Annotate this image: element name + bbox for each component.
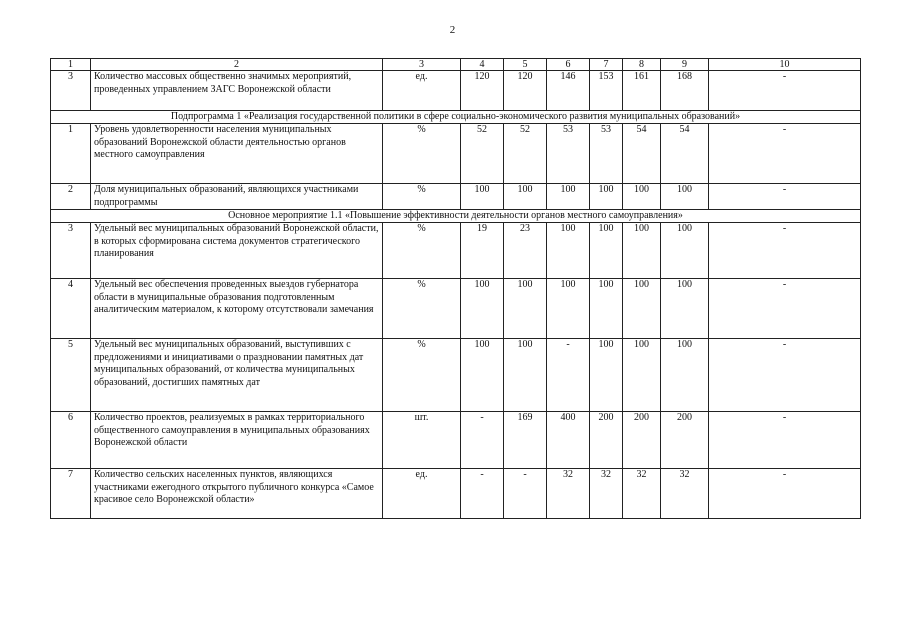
header-cell: 6 [547,59,590,71]
table-row [51,469,861,519]
header-cell: 2 [91,59,383,71]
value-cell: 32 [623,469,661,519]
header-cell: 4 [461,59,504,71]
row-number-cell: 2 [51,184,91,210]
value-cell: 120 [461,71,504,111]
value-cell: 52 [504,124,547,184]
unit-cell: % [383,279,461,339]
table-row [51,279,861,339]
value-cell: - [461,469,504,519]
value-cell: 100 [661,223,709,279]
value-cell: 100 [590,223,623,279]
value-cell: 52 [461,124,504,184]
value-cell: 146 [547,71,590,111]
value-cell: 100 [461,184,504,210]
indicator-name-cell: Удельный вес обеспечения проведенных выездов губернатора области в муниципальные образования подготовленным аналитическим материалом, к которому отсутствовали замечания [91,279,383,339]
value-cell: 100 [623,339,661,412]
unit-cell: % [383,184,461,210]
value-cell: 100 [461,339,504,412]
note-cell: - [709,71,861,111]
unit-cell: % [383,339,461,412]
section-title: Подпрограмма 1 «Реализация государственной политики в сфере социально-экономического развития муниципальных образований» [51,111,861,124]
value-cell: 100 [547,184,590,210]
value-cell: 32 [547,469,590,519]
table-row [51,124,861,184]
note-cell: - [709,223,861,279]
header-cell: 5 [504,59,547,71]
value-cell: 23 [504,223,547,279]
table-row [51,223,861,279]
unit-cell: ед. [383,71,461,111]
header-cell: 10 [709,59,861,71]
value-cell: 54 [623,124,661,184]
value-cell: 32 [590,469,623,519]
note-cell: - [709,279,861,339]
section-row [51,111,861,124]
value-cell: 100 [547,223,590,279]
unit-cell: шт. [383,412,461,469]
value-cell: 161 [623,71,661,111]
section-row [51,210,861,223]
value-cell: 100 [590,279,623,339]
value-cell: 100 [661,339,709,412]
header-row [51,59,861,71]
value-cell: 200 [623,412,661,469]
table-body [51,59,861,519]
row-number-cell: 6 [51,412,91,469]
table-row [51,339,861,412]
value-cell: 100 [661,184,709,210]
header-cell: 9 [661,59,709,71]
indicator-name-cell: Количество массовых общественно значимых мероприятий, проведенных управлением ЗАГС Воронежской области [91,71,383,111]
value-cell: 400 [547,412,590,469]
value-cell: 169 [504,412,547,469]
value-cell: 53 [590,124,623,184]
value-cell: 100 [623,223,661,279]
value-cell: 100 [590,184,623,210]
value-cell: 100 [623,279,661,339]
unit-cell: % [383,124,461,184]
indicator-name-cell: Количество проектов, реализуемых в рамках территориального общественного самоуправления в муниципальных образованиях Воронежской области [91,412,383,469]
header-cell: 8 [623,59,661,71]
value-cell: 100 [504,184,547,210]
unit-cell: % [383,223,461,279]
header-cell: 7 [590,59,623,71]
section-title: Основное мероприятие 1.1 «Повышение эффективности деятельности органов местного самоуправления» [51,210,861,223]
value-cell: 54 [661,124,709,184]
indicator-name-cell: Количество сельских населенных пунктов, являющихся участниками ежегодного открытого публичного конкурса «Самое красивое село Воронежской области» [91,469,383,519]
value-cell: 168 [661,71,709,111]
indicator-name-cell: Удельный вес муниципальных образований, выступивших с предложениями и инициативами о праздновании памятных дат муниципальных образований, от количества муниципальных образований, достигших памятных дат [91,339,383,412]
header-cell: 1 [51,59,91,71]
value-cell: 100 [661,279,709,339]
note-cell: - [709,124,861,184]
value-cell: 153 [590,71,623,111]
value-cell: 32 [661,469,709,519]
row-number-cell: 1 [51,124,91,184]
value-cell: 100 [504,339,547,412]
value-cell: 53 [547,124,590,184]
value-cell: 100 [547,279,590,339]
table-row [51,412,861,469]
page-number: 2 [449,24,456,36]
note-cell: - [709,339,861,412]
value-cell: 100 [623,184,661,210]
indicator-name-cell: Доля муниципальных образований, являющихся участниками подпрограммы [91,184,383,210]
row-number-cell: 4 [51,279,91,339]
header-cell: 3 [383,59,461,71]
indicator-name-cell: Удельный вес муниципальных образований Воронежской области, в которых сформирована система документов стратегического планирования [91,223,383,279]
value-cell: 19 [461,223,504,279]
row-number-cell: 3 [51,71,91,111]
unit-cell: ед. [383,469,461,519]
row-number-cell: 5 [51,339,91,412]
value-cell: 200 [661,412,709,469]
row-number-cell: 7 [51,469,91,519]
value-cell: 120 [504,71,547,111]
note-cell: - [709,412,861,469]
value-cell: - [547,339,590,412]
note-cell: - [709,184,861,210]
value-cell: 200 [590,412,623,469]
value-cell: 100 [504,279,547,339]
value-cell: 100 [461,279,504,339]
table-row [51,184,861,210]
note-cell: - [709,469,861,519]
value-cell: 100 [590,339,623,412]
value-cell: - [461,412,504,469]
indicator-name-cell: Уровень удовлетворенности населения муниципальных образований Воронежской области деятельностью органов местного самоуправления [91,124,383,184]
row-number-cell: 3 [51,223,91,279]
indicators-table [50,58,861,519]
value-cell: - [504,469,547,519]
table-row [51,71,861,111]
